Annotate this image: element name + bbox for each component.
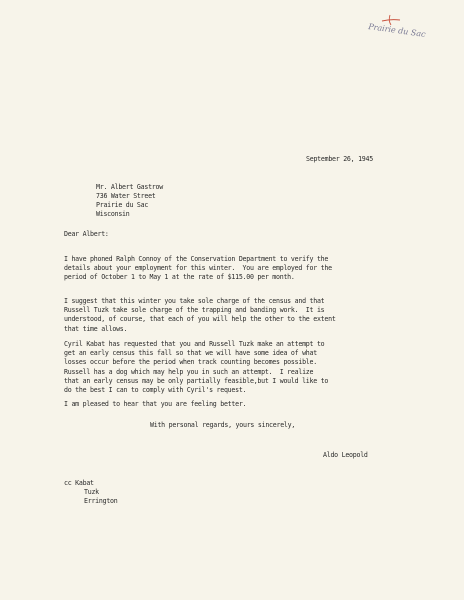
recipient-name: Mr. Albert Gastrow bbox=[96, 183, 163, 191]
recipient-city: Prairie du Sac bbox=[96, 201, 149, 209]
handwritten-note: Prairie du Sac bbox=[367, 22, 427, 39]
text-line: period of October 1 to May 1 at the rate of $115.00 per month. bbox=[64, 273, 295, 282]
recipient-state: Wisconsin bbox=[96, 210, 130, 218]
text-line: Russell has a dog which may help you in such an attempt. I realize bbox=[64, 367, 314, 376]
paragraph-3 bbox=[64, 340, 416, 395]
recipient-street: 736 Water Street bbox=[96, 192, 156, 200]
text-line: that time allows. bbox=[64, 324, 128, 333]
text-line: I have phoned Ralph Connoy of the Conservation Department to verify the bbox=[64, 255, 329, 263]
text-line: Russell Tuzk take sole charge of the trapping and banding work. It is bbox=[64, 306, 325, 315]
text-line: I suggest that this winter you take sole charge of the census and that bbox=[64, 297, 325, 305]
closing: With personal regards, yours sincerely, bbox=[150, 421, 296, 429]
paragraph-4 bbox=[64, 400, 416, 409]
text-line: understood, of course, that each of you will help the other to the extent bbox=[64, 315, 336, 324]
signature: Aldo Leopold bbox=[323, 451, 368, 459]
text-line: do the best I can to comply with Cyril's request. bbox=[64, 386, 247, 395]
text-line: Cyril Kabat has requested that you and Russell Tuzk make an attempt to bbox=[64, 340, 325, 348]
text-line: losses occur before the period when track counting becomes possible. bbox=[64, 358, 317, 367]
cc-line-1: cc Kabat bbox=[64, 479, 94, 487]
text-line: I am pleased to hear that you are feeling better. bbox=[64, 400, 247, 408]
salutation: Dear Albert: bbox=[64, 230, 109, 238]
letter-date: September 26, 1945 bbox=[306, 155, 373, 163]
text-line: that an early census may be only partially feasible,but I would like to bbox=[64, 376, 329, 385]
text-line: get an early census this fall so that we will have some idea of what bbox=[64, 349, 317, 358]
paragraph-2 bbox=[64, 297, 416, 334]
text-line: details about your employment for this winter. You are employed for the bbox=[64, 264, 332, 273]
cc-line-2: Tuzk bbox=[84, 488, 99, 496]
cc-line-3: Errington bbox=[84, 497, 118, 505]
paragraph-1 bbox=[64, 255, 416, 283]
